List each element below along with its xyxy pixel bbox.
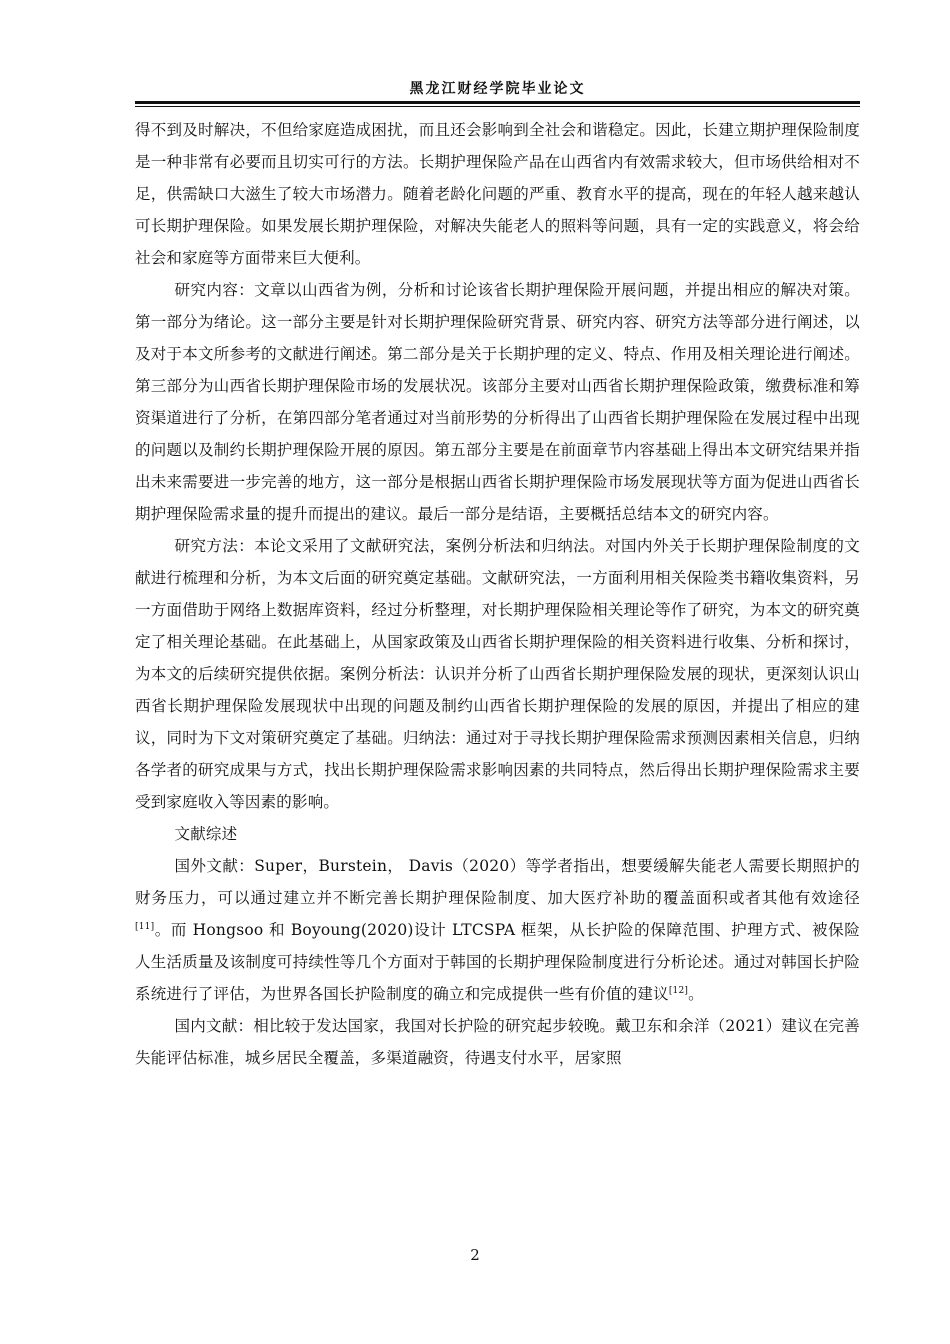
section-heading-literature-review: 文献综述 [174, 825, 238, 843]
citation-12: [12] [668, 985, 689, 996]
paragraph-research-content: 研究内容：文章以山西省为例，分析和讨论该省长期护理保险开展问题，并提出相应的解决对策。第一部分为绪论。这一部分主要是针对长期护理保险研究背景、研究内容、研究方法等部分进行阐述，以及对于本文所参考的文献进行阐述。第二部分是关于长期护理的定义、特点、作用及相关理论进行阐述。第三部分为山西省长期护理保险市场的发展状况。该部分主要对山西省长期护理保险政策，缴费标准和筹资渠道进行了分析，在第四部分笔者通过对当前形势的分析得出了山西省长期护理保险在发展过程中出现的问题以及制约长期护理保险开展的原因。第五部分主要是在前面章节内容基础上得出本文研究结果并指出未来需要进一步完善的地方，这一部分是根据山西省长期护理保险市场发展现状等方面为促进山西省长期护理保险需求量的提升而提出的建议。最后一部分是结语，主要概括总结本文的研究内容。 [135, 281, 860, 523]
foreign-lit-text-2: 。而 Hongsoo 和 Boyoung(2020)设计 LTCSPA 框架，从长护险的保障范围、护理方式、被保险人生活质量及该制度可持续性等几个方面对于韩国的长期护理保险制度进行分析论述。通过对韩国长护险系统进行了评估，为世界各国长护险制度的确立和完成提供一些有价值的建议 [135, 921, 860, 1003]
paragraph-continuation: 得不到及时解决，不但给家庭造成困扰，而且还会影响到全社会和谐稳定。因此，长建立期护理保险制度是一种非常有必要而且切实可行的方法。长期护理保险产品在山西省内有效需求较大，但市场供给相对不足，供需缺口大滋生了较大市场潜力。随着老龄化问题的严重、教育水平的提高，现在的年轻人越来越认可长期护理保险。如果发展长期护理保险，对解决失能老人的照料等问题，具有一定的实践意义，将会给社会和家庭等方面带来巨大便利。 [135, 121, 860, 267]
paragraph-research-method: 研究方法：本论文采用了文献研究法，案例分析法和归纳法。对国内外关于长期护理保险制度的文献进行梳理和分析，为本文后面的研究奠定基础。文献研究法，一方面利用相关保险类书籍收集资料，另一方面借助于网络上数据库资料，经过分析整理，对长期护理保险相关理论等作了研究，为本文的研究奠定了相关理论基础。在此基础上，从国家政策及山西省长期护理保险的相关资料进行收集、分析和探讨，为本文的后续研究提供依据。案例分析法：认识并分析了山西省长期护理保险发展的现状，更深刻认识山西省长期护理保险发展现状中出现的问题及制约山西省长期护理保险的发展的原因，并提出了相应的建议，同时为下文对策研究奠定了基础。归纳法：通过对于寻找长期护理保险需求预测因素相关信息，归纳各学者的研究成果与方式，找出长期护理保险需求影响因素的共同特点，然后得出长期护理保险需求主要受到家庭收入等因素的影响。 [135, 537, 860, 811]
document-body [135, 114, 860, 1074]
foreign-lit-text-3: 。 [688, 985, 704, 1003]
page-header-title: 黑龙江财经学院毕业论文 [409, 81, 586, 97]
header-rule-thick [135, 101, 860, 104]
foreign-lit-text-1: 国外文献：Super，Burstein， Davis（2020）等学者指出，想要缓解失能老人需要长期照护的财务压力，可以通过建立并不断完善长期护理保险制度、加大医疗补助的覆盖面积或者其他有效途径 [135, 857, 860, 907]
header-rule-thin [135, 106, 860, 107]
paragraph-foreign-literature [135, 850, 860, 1010]
paragraph-domestic-literature: 国内文献：相比较于发达国家，我国对长护险的研究起步较晚。戴卫东和余洋（2021）建议在完善失能评估标准，城乡居民全覆盖，多渠道融资，待遇支付水平，居家照 [135, 1017, 860, 1067]
citation-11: [11] [135, 921, 155, 932]
page-number: 2 [470, 1246, 480, 1264]
